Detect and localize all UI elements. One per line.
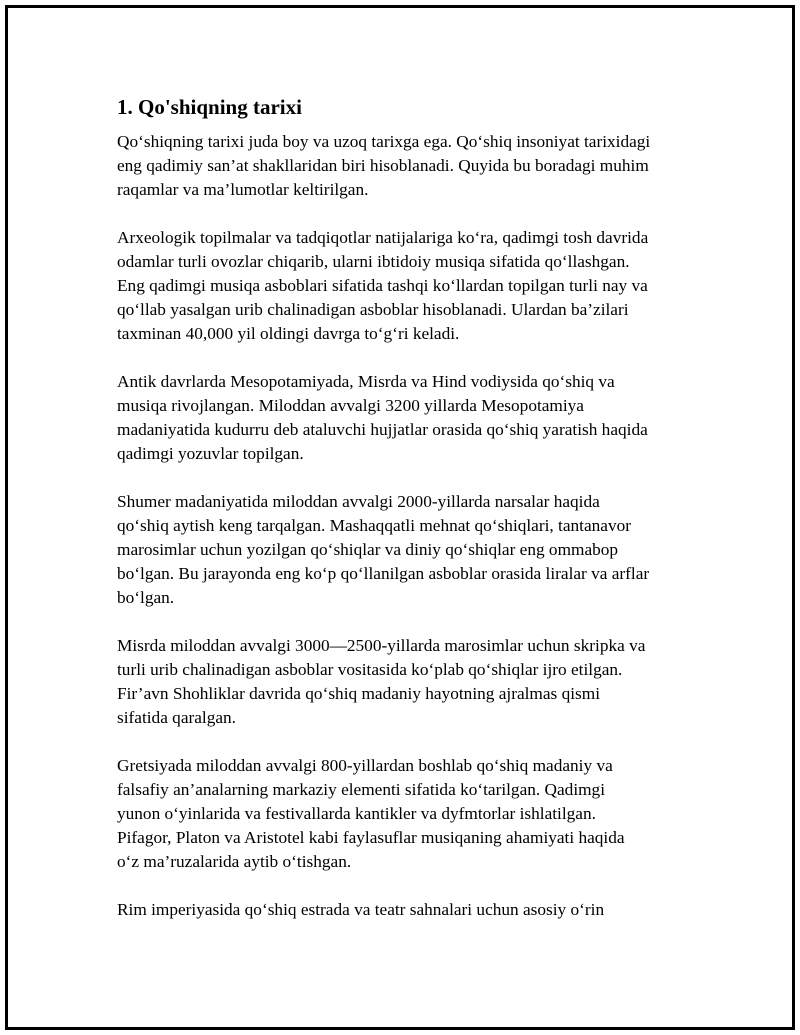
section-heading: 1. Qo'shiqning tarixi: [117, 95, 302, 119]
text-line: sifatida qaralgan.: [117, 708, 236, 727]
document-body: [117, 93, 697, 946]
paragraph: [117, 754, 697, 874]
text-line: raqamlar va ma’lumotlar keltirilgan.: [117, 180, 369, 199]
paragraph: [117, 490, 697, 610]
text-line: qadimgi yozuvlar topilgan.: [117, 444, 304, 463]
text-line: Rim imperiyasida qoʻshiq estrada va teatr sahnalari uchun asosiy oʻrin: [117, 900, 605, 919]
paragraph: [117, 226, 697, 346]
paragraph: [117, 898, 697, 922]
text-line: Antik davrlarda Mesopotamiyada, Misrda va Hind vodiysida qoʻshiq va: [117, 372, 615, 391]
text-line: Gretsiyada miloddan avvalgi 800-yillardan boshlab qoʻshiq madaniy va: [117, 756, 613, 775]
text-line: Shumer madaniyatida miloddan avvalgi 2000-yillarda narsalar haqida: [117, 492, 600, 511]
paragraph: [117, 130, 697, 202]
text-line: musiqa rivojlangan. Miloddan avvalgi 3200 yillarda Mesopotamiya: [117, 396, 584, 415]
text-line: falsafiy an’analarning markaziy elementi sifatida koʻtarilgan. Qadimgi: [117, 780, 606, 799]
text-line: Eng qadimgi musiqa asboblari sifatida tashqi koʻllardan topilgan turli nay va: [117, 276, 648, 295]
text-line: Arxeologik topilmalar va tadqiqotlar natijalariga koʻra, qadimgi tosh davrida: [117, 228, 649, 247]
text-line: taxminan 40,000 yil oldingi davrga toʻgʻri keladi.: [117, 324, 460, 343]
text-line: Pifagor, Platon va Aristotel kabi faylasuflar musiqaning ahamiyati haqida: [117, 828, 625, 847]
paragraph: [117, 370, 697, 466]
paragraph: [117, 634, 697, 730]
text-line: madaniyatida kudurru deb ataluvchi hujjatlar orasida qoʻshiq yaratish haqida: [117, 420, 648, 439]
text-line: boʻlgan.: [117, 588, 175, 607]
text-line: qoʻshiq aytish keng tarqalgan. Mashaqqatli mehnat qoʻshiqlari, tantanavor: [117, 516, 631, 535]
text-line: eng qadimiy san’at shakllaridan biri hisoblanadi. Quyida bu boradagi muhim: [117, 156, 649, 175]
text-line: Misrda miloddan avvalgi 3000—2500-yillarda marosimlar uchun skripka va: [117, 636, 646, 655]
text-line: Fir’avn Shohliklar davrida qoʻshiq madaniy hayotning ajralmas qismi: [117, 684, 600, 703]
text-line: turli urib chalinadigan asboblar vositasida koʻplab qoʻshiqlar ijro etilgan.: [117, 660, 623, 679]
text-line: oʻz ma’ruzalarida aytib oʻtishgan.: [117, 852, 352, 871]
text-line: yunon oʻyinlarida va festivallarda kantikler va dyfmtorlar ishlatilgan.: [117, 804, 596, 823]
text-line: qoʻllab yasalgan urib chalinadigan asboblar hisoblanadi. Ulardan ba’zilari: [117, 300, 629, 319]
text-line: boʻlgan. Bu jarayonda eng koʻp qoʻllanilgan asboblar orasida liralar va arflar: [117, 564, 650, 583]
text-line: odamlar turli ovozlar chiqarib, ularni ibtidoiy musiqa sifatida qoʻllashgan.: [117, 252, 630, 271]
text-line: Qoʻshiqning tarixi juda boy va uzoq tarixga ega. Qoʻshiq insoniyat tarixidagi: [117, 132, 651, 151]
text-line: marosimlar uchun yozilgan qoʻshiqlar va diniy qoʻshiqlar eng ommabop: [117, 540, 619, 559]
